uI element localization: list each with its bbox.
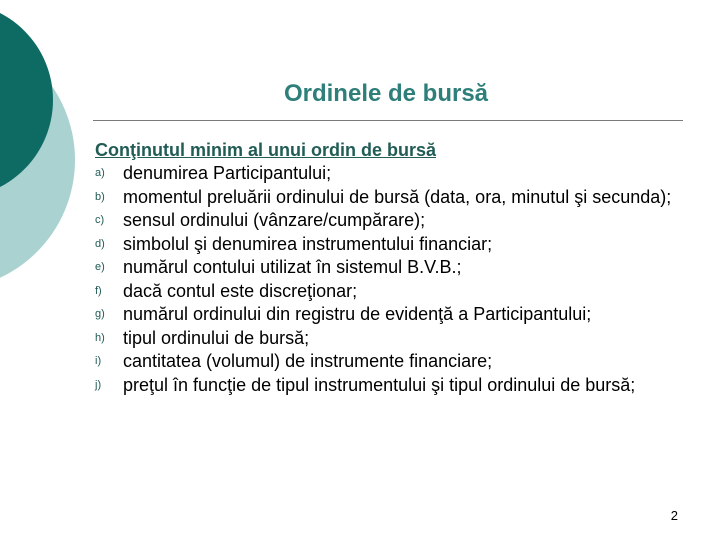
list-item-text: momentul preluării ordinului de bursă (data, ora, minutul şi secunda);	[123, 186, 672, 207]
slide-title: Ordinele de bursă	[283, 80, 489, 107]
list-marker: a)	[95, 167, 105, 179]
list-item-text: dacă contul este discreţionar;	[123, 280, 358, 301]
page-number: 2	[670, 508, 678, 523]
list-item	[95, 327, 673, 351]
list-item-text: preţul în funcţie de tipul instrumentului şi tipul ordinului de bursă;	[123, 374, 636, 395]
list-item	[95, 162, 673, 186]
requirements-list	[95, 162, 673, 397]
list-marker: j)	[95, 378, 102, 391]
list-item	[95, 374, 673, 398]
list-item	[95, 350, 673, 374]
section-heading: Conţinutul minim al unui ordin de bursă	[95, 140, 436, 160]
list-marker: b)	[95, 190, 105, 203]
list-marker: e)	[95, 261, 105, 273]
list-item	[95, 209, 673, 233]
list-marker: h)	[95, 331, 105, 344]
list-marker: d)	[95, 237, 105, 250]
list-marker: g)	[95, 308, 105, 320]
title-divider	[93, 120, 683, 121]
list-marker: f)	[95, 284, 102, 297]
list-item	[95, 256, 673, 280]
list-item	[95, 280, 673, 304]
slide-content	[95, 138, 673, 397]
list-item-text: simbolul şi denumirea instrumentului financiar;	[123, 233, 493, 254]
list-item	[95, 186, 673, 210]
list-item-text: numărul ordinului din registru de evidenţă a Participantului;	[123, 304, 592, 324]
list-item-text: numărul contului utilizat în sistemul B.V.B.;	[123, 257, 462, 277]
list-item	[95, 303, 673, 327]
list-item-text: sensul ordinului (vânzare/cumpărare);	[123, 210, 426, 230]
list-item	[95, 233, 673, 257]
decorative-circles	[0, 0, 90, 300]
list-marker: c)	[95, 214, 105, 226]
list-item-text: cantitatea (volumul) de instrumente financiare;	[123, 351, 493, 371]
list-item-text: denumirea Participantului;	[123, 163, 332, 183]
list-item-text: tipul ordinului de bursă;	[123, 327, 310, 348]
list-marker: i)	[95, 355, 102, 367]
